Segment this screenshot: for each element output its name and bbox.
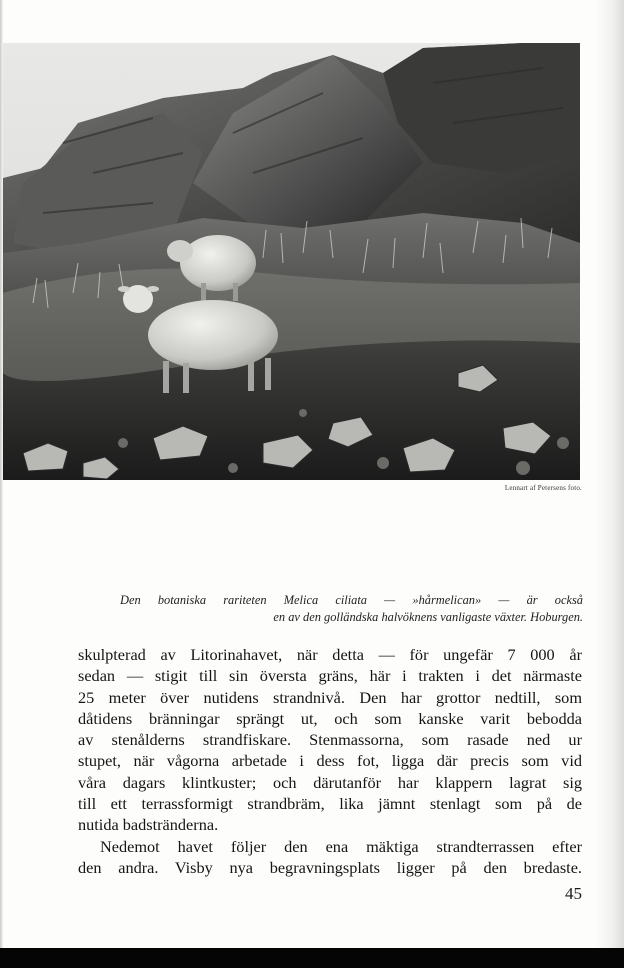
text-line: dåtidens bränningar sprängt ut, och som kanske varit bebodda bbox=[78, 708, 582, 728]
photograph bbox=[3, 43, 580, 480]
scan-border bbox=[0, 948, 624, 968]
body-text bbox=[78, 644, 582, 878]
text-line: sedan — stigit till sin översta gräns, här i trakten i det närmaste bbox=[78, 666, 582, 686]
text-line: den andra. Visby nya begravningsplats ligger på den bredaste. bbox=[78, 857, 582, 877]
photo-credit: Lennart af Petersens foto. bbox=[504, 484, 582, 492]
photo-caption bbox=[120, 592, 583, 625]
text-line: nutida badstränderna. bbox=[78, 815, 219, 835]
text-line: 25 meter över nutidens strandnivå. Den har grottor nedtill, som bbox=[78, 687, 582, 707]
caption-line: Den botaniska rariteten Melica ciliata — »hårmelican» — är också bbox=[120, 593, 583, 607]
text-line: skulpterad av Litorinahavet, när detta — för ungefär 7 000 år bbox=[78, 645, 582, 664]
text-line: stupet, när vågorna arbetade i dess fot, ligga där precis som vid bbox=[78, 751, 582, 771]
text-line: av stenålderns strandfiskare. Stenmassorna, som rasade ned ur bbox=[78, 730, 582, 750]
page-number: 45 bbox=[565, 884, 582, 903]
text-line: våra dagars klintkuster; och därutanför har klappern lagrat sig bbox=[78, 772, 582, 792]
text-line: till ett terrassformigt strandbräm, lika jämnt stenlagt som på de bbox=[78, 794, 582, 814]
caption-line: en av den golländska halvöknens vanligaste växter. Hoburgen. bbox=[273, 609, 583, 624]
page-edge-shadow bbox=[596, 0, 624, 948]
text-line: Nedemot havet följer den ena mäktiga strandterrassen efter bbox=[100, 836, 582, 856]
